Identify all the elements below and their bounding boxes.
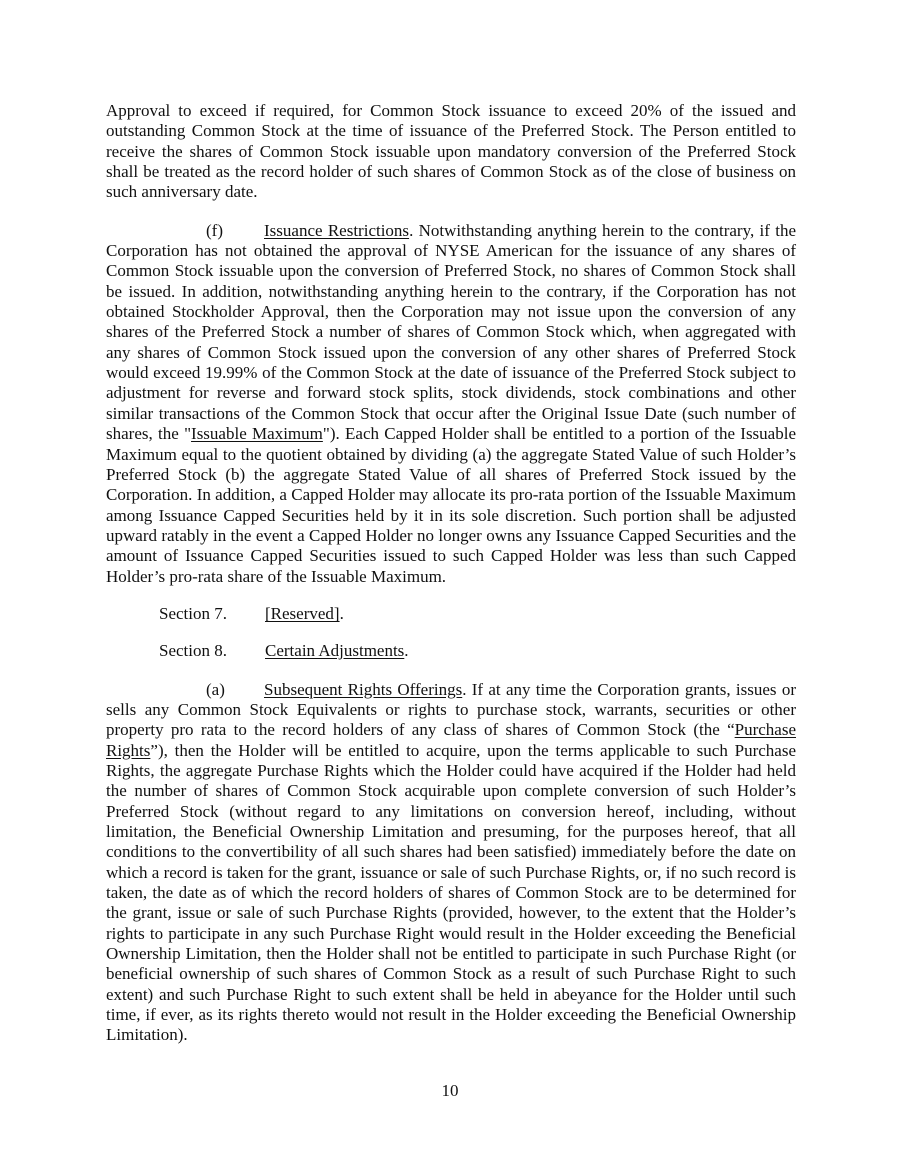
paragraph-f-text-1: . Notwithstanding anything herein to the contrary, if the Corporation has not obtained the approval of NYSE American for the issuance of any shares of Common Stock issuable upon the conversion of Preferred Stock, no shares of Common Stock shall be issued. In addition, notwithstanding anything herein to the contrary, if the Corporation has not obtained Stockholder Approval, then the Corporation may not issue upon the conversion of any shares of the Preferred Stock a number of shares of Common Stock which, when aggregated with any shares of Common Stock issued upon the conversion of any other shares of Preferred Stock would exceed 19.99% of the Common Stock at the date of issuance of the Preferred Stock subject to adjustment for reverse and forward stock splits, stock dividends, stock combinations and other similar transactions of the Common Stock that occur after the Original Issue Date (such number of shares, the "	[106, 220, 796, 444]
section-7-label: Section 7.	[159, 603, 227, 623]
continuation-paragraph	[106, 101, 796, 203]
paragraph-a	[106, 680, 796, 1046]
paragraph-a-heading: Subsequent Rights Offerings	[264, 679, 463, 699]
section-7-heading	[106, 604, 796, 624]
section-8-label: Section 8.	[159, 641, 227, 661]
paragraph-a-text-2: ”), then the Holder will be entitled to acquire, upon the terms applicable to such Purchase Rights, the aggregate Purchase Rights which the Holder could have acquired if the Holder had held the number of shares of Common Stock acquirable upon complete conversion of such Holder’s Preferred Stock (without regard to any limitations on conversion hereof, including, without limitation, the Beneficial Ownership Limitation and presuming, for the purposes hereof, that all conditions to the convertibility of all such shares had been satisfied) immediately before the date on which a record is taken for the grant, issuance or sale of such Purchase Rights, or, if no such record is taken, the date as of which the record holders of shares of Common Stock are to be determined for the grant, issue or sale of such Purchase Rights (provided, however, to the extent that the Holder’s rights to participate in any such Purchase Right would result in the Holder exceeding the Beneficial Ownership Limitation, then the Holder shall not be entitled to participate in such Purchase Right (or beneficial ownership of such shares of Common Stock as a result of such Purchase Right to such extent) and such Purchase Right to such extent shall be held in abeyance for the Holder until such time, if ever, as its rights thereto would not result in the Holder exceeding the Beneficial Ownership Limitation).	[106, 740, 796, 1045]
section-8-title: Certain Adjustments	[265, 641, 405, 661]
section-8-heading	[106, 641, 796, 661]
paragraph-f-text-2: "). Each Capped Holder shall be entitled to a portion of the Issuable Maximum equal to the quotient obtained by dividing (a) the aggregate Stated Value of such Holder’s Preferred Stock (b) the aggregate Stated Value of all shares of Preferred Stock issued by the Corporation. In addition, a Capped Holder may allocate its pro-rata portion of the Issuable Maximum among Issuance Capped Securities held by it in its sole discretion. Such portion shall be adjusted upward ratably in the event a Capped Holder no longer owns any Issuance Capped Securities and the amount of Issuance Capped Securities issued to such Capped Holder was less than such Capped Holder’s pro-rata share of the Issuable Maximum.	[106, 424, 796, 586]
paragraph-a-marker: (a)	[206, 679, 225, 699]
section-7-title: [Reserved]	[265, 603, 340, 623]
paragraph-f	[106, 221, 796, 587]
continuation-text: Approval to exceed if required, for Common Stock issuance to exceed 20% of the issued and outstanding Common Stock at the time of issuance of the Preferred Stock. The Person entitled to receive the shares of Common Stock issuable upon mandatory conversion of the Preferred Stock shall be treated as the record holder of such shares of Common Stock as of the close of business on such anniversary date.	[106, 101, 796, 202]
paragraph-a-text-1: . If at any time the Corporation grants, issues or sells any Common Stock Equivalents or rights to purchase stock, warrants, securities or other property pro rata to the record holders of any class of shares of Common Stock (the “	[106, 679, 796, 740]
document-page	[106, 101, 796, 1046]
page-number: 10	[441, 1081, 459, 1100]
defined-term-issuable-maximum: Issuable Maximum	[191, 424, 323, 444]
paragraph-f-marker: (f)	[206, 220, 223, 240]
section-7-suffix: .	[339, 603, 344, 623]
defined-term-purchase-rights: Purchase Rights	[106, 720, 796, 760]
paragraph-f-heading: Issuance Restrictions	[264, 220, 410, 240]
section-8-suffix: .	[404, 641, 409, 661]
